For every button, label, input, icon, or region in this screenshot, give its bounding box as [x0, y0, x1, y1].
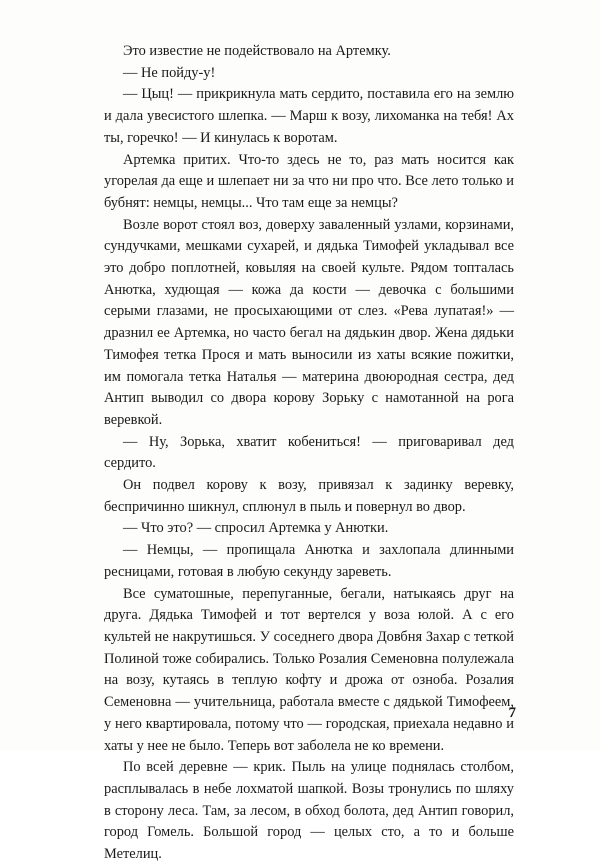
paragraph-2: — Не пойду-у!: [123, 64, 216, 81]
page-text: [104, 41, 514, 866]
paragraph-7: Он подвел корову к возу, привязал к задинку веревку, беспричинно шикнул, сплюнул в пыль и повернул во двор.: [104, 477, 514, 515]
paragraph-11: По всей деревне — крик. Пыль на улице поднялась столбом, расплывалась в небе лохматой шапкой. Возы тронулись по шляху в сторону леса. Там, за лесом, в обход болота, дед Антип говорил, город Гомель. Большой город — целых сто, а то и больше Метелиц.: [104, 759, 514, 863]
paragraph-4: Артемка притих. Что-то здесь не то, раз мать носится как угорелая да еще и шлепает ни за что ни про что. Все лето только и бубнят: немцы, немцы... Что там еще за немцы?: [104, 151, 514, 211]
paragraph-3: — Цыц! — прикрикнула мать сердито, поставила его на землю и дала увесистого шлепка. — Марш к возу, лихоманка на тебя! Ах ты, горечко! — И кинулась к воротам.: [104, 86, 514, 146]
paragraph-10: Все суматошные, перепуганные, бегали, натыкаясь друг на друга. Дядька Тимофей и тот вертелся у воза юлой. А с его культей не накрутишься. У соседнего двора Довбня Захар с теткой Полиной тоже собирались. Только Розалия Семеновна полулежала на возу, кутаясь в теплую кофту и дрожа от озноба. Розалия Семеновна — учительница, работала вместе с дядькой Тимофеем, у него квартировала, потому что — городская, приехала недавно и хаты у нее не было. Теперь вот заболела не ко времени.: [104, 585, 514, 754]
paragraph-1: Это известие не подействовало на Артемку.: [123, 43, 391, 59]
page-number: 7: [508, 705, 516, 721]
paragraph-8: — Что это? — спросил Артемка у Анютки.: [123, 520, 389, 537]
paragraph-5: Возле ворот стоял воз, доверху заваленный узлами, корзинами, сундучками, мешками сухарей, и дядька Тимофей укладывал все это добро поплотней, ковыляя на своей культе. Рядом топталась Анютка, худющая — кожа да кости — девочка с большими серыми глазами, не просыхающими от слез. «Рева лупатая!» — дразнил ее Артемка, но часто бегал на дядькин двор. Жена дядьки Тимофея тетка Прося и мать выносили из хаты всякие пожитки, им помогала тетка Наталья — материна двоюродная сестра, дед Антип выводил со двора корову Зорьку с намотанной на рога веревкой.: [104, 216, 514, 428]
paragraph-6: — Ну, Зорька, хватит кобениться! — приговаривал дед сердито.: [104, 433, 514, 472]
paragraph-9: — Немцы, — пропищала Анютка и захлопала длинными ресницами, готовая в любую секунду зареветь.: [104, 542, 514, 580]
